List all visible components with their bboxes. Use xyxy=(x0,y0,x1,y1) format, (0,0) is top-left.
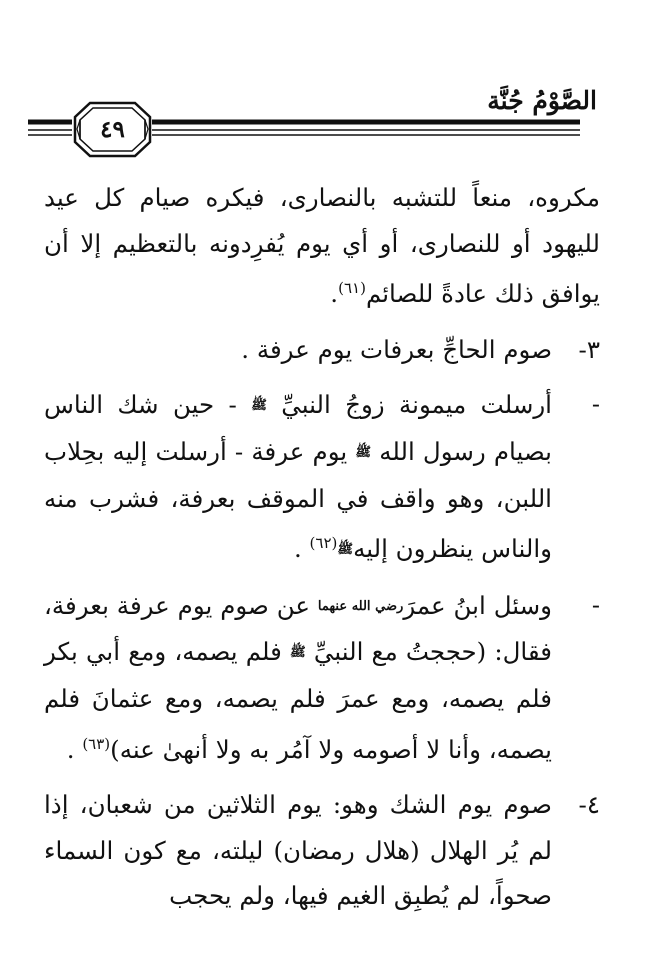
list-item-4: ٤- صوم يوم الشك وهو: يوم الثلاثين من شعبان، إذا لم يُر الهلال (هلال رمضان) ليلته، مع كون السماء صحواً، لم يُطبِق الغيم فيها، ولم يحجب xyxy=(44,782,600,919)
bullet-item-ibn-umar: - وسئل ابنُ عمرَرضي الله عنهما عن صوم يوم عرفة بعرفة، فقال: (حججتُ مع النبيِّ ﷺ فلم يصمه، ومع أبي بكر فلم يصمه، ومع عمرَ فلم يصمه، ومع عثمانَ فلم يصمه، وأنا لا أصومه ولا آمُر به ولا أنهىٰ عنه)$^{(٦٣)}$ . xyxy=(44,583,600,772)
paragraph-continuation: مكروه، منعاً للتشبه بالنصارى، فيكره صيام كل عيد لليهود أو للنصارى، أو أي يوم يُفرِدونه بالتعظيم إلا أن يوافق ذلك عادةً للصائم$^{(٦١)}$. xyxy=(44,183,600,309)
salawat-glyph: ﷺ xyxy=(251,398,267,414)
page-body xyxy=(44,175,600,919)
footnote-ref: (٦٢) xyxy=(309,534,338,553)
footnote-ref: (٦٣) xyxy=(82,734,111,753)
dash-marker: - xyxy=(591,590,600,619)
radiya-glyph: رضي الله عنهما xyxy=(317,598,404,614)
item-number: ٣- xyxy=(578,334,600,364)
dash-marker: - xyxy=(591,390,600,419)
bullet-item-maymuna: - أرسلت ميمونة زوجُ النبيِّ ﷺ - حين شك الناس بصيام رسول الله ﷺ يوم عرفة - أرسلت إليه بحِلاب اللبن، وهو واقف في الموقف بعرفة، فشرب منه والناس ينظرون إليهﷺ$^{(٦٢)}$ . xyxy=(44,382,600,572)
running-header-title: الصَّوْمُ جُنَّة xyxy=(487,86,597,115)
salawat-glyph: ﷺ xyxy=(337,542,354,558)
footnote-ref: (٦١) xyxy=(338,279,366,298)
salawat-glyph: ﷺ xyxy=(290,645,306,661)
salawat-glyph: ﷺ xyxy=(355,444,372,460)
item-number: ٤- xyxy=(578,790,600,820)
page-number: ٤٩ xyxy=(100,115,125,143)
list-item-3: ٣- صوم الحاجِّ بعرفات يوم عرفة . xyxy=(44,327,600,373)
